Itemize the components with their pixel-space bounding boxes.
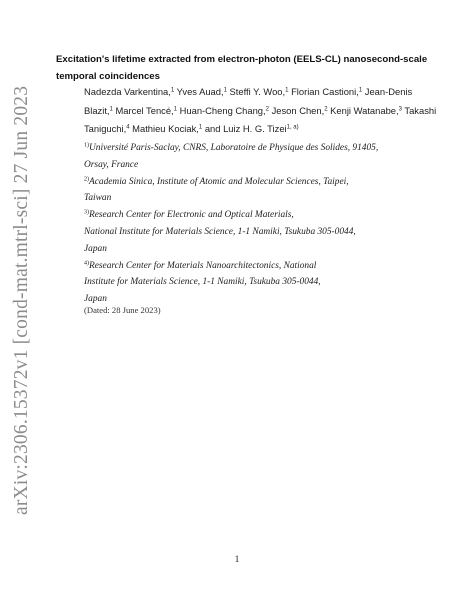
affiliation-text: Research Center for Materials Nanoarchitectonics, National [89, 260, 317, 271]
affiliation-marker: 1 [358, 87, 363, 94]
author-name: and Luiz H. G. Tizei [202, 123, 287, 135]
affiliation-line [84, 140, 434, 157]
paper-title-line: Excitation's lifetime extracted from electron-photon (EELS-CL) nanosecond-scale [56, 54, 428, 65]
page-number: 1 [234, 555, 240, 565]
author-name: Huan-Cheng Chang, [177, 104, 266, 116]
affiliation-marker: 4 [126, 124, 130, 131]
author-name: Mathieu Kociak, [129, 123, 199, 135]
affiliation-marker: 2 [324, 106, 328, 113]
affiliation-line: Japan [84, 243, 107, 254]
affiliation-marker: 1 [285, 87, 289, 94]
author-name: Yves Auad, [174, 86, 224, 97]
paper-title [56, 51, 428, 85]
affiliation-line [84, 207, 434, 224]
affiliation-list [84, 140, 434, 308]
author-name: Jeson Chen, [268, 104, 325, 116]
affiliation-number: 4) [84, 260, 89, 267]
affiliation-text: Academia Sinica, Institute of Atomic and Molecular Sciences, Taipei, [89, 176, 349, 187]
paper-title-line: temporal coincidences [56, 71, 160, 82]
affiliation-line: Taiwan [84, 193, 112, 204]
author-name: Steffi Y. Woo, [226, 86, 286, 97]
affiliation-2 [84, 174, 434, 208]
affiliation-number: 2) [84, 176, 89, 183]
author-list [84, 83, 437, 139]
affiliation-line [84, 258, 434, 275]
affiliation-line [84, 174, 434, 191]
affiliation-marker: 2 [265, 106, 269, 113]
author-name: Nadezda Varkentina, [84, 86, 171, 97]
author-name: Florian Castioni, [288, 86, 359, 97]
affiliation-line: National Institute for Materials Science, 1-1 Namiki, Tsukuba 305-0044, [84, 226, 356, 237]
affiliation-3 [84, 207, 434, 257]
author-name: Kenji Watanabe, [327, 104, 399, 116]
affiliation-number: 1) [84, 142, 89, 149]
author-line [84, 102, 437, 121]
affiliation-line: Orsay, France [84, 159, 139, 170]
dated-line: (Dated: 28 June 2023) [84, 305, 161, 315]
author-line [84, 83, 434, 102]
affiliation-number: 3) [84, 209, 89, 216]
author-name: Takashi [401, 104, 437, 116]
author-name: Jean-Denis [362, 86, 413, 97]
author-name: Taniguchi, [84, 123, 127, 135]
author-line [84, 120, 434, 139]
affiliation-marker: 1 [170, 87, 175, 94]
affiliation-1 [84, 140, 434, 174]
affiliation-marker: 1 [223, 87, 227, 94]
affiliation-text: Université Paris-Saclay, CNRS, Laboratoire de Physique des Solides, 91405, [89, 143, 379, 153]
affiliation-line: Institute for Materials Science, 1-1 Namiki, Tsukuba 305-0044, [84, 277, 321, 288]
affiliation-marker: 1 [173, 106, 178, 113]
affiliation-marker: 1 [109, 106, 113, 113]
arxiv-identifier-stamp: arXiv:2306.15372v1 [cond-mat.mtrl-sci] 27 Jun 2023 [11, 85, 32, 515]
affiliation-marker: 3 [398, 106, 402, 113]
affiliation-marker: 1 [198, 124, 203, 131]
author-name: Marcel Tencé, [112, 104, 174, 116]
affiliation-4 [84, 258, 434, 308]
author-name: Blazit, [84, 104, 110, 116]
affiliation-line: Japan [84, 294, 107, 305]
affiliation-text: Research Center for Electronic and Optical Materials, [89, 210, 294, 221]
affiliation-marker: 1, a) [286, 124, 299, 131]
